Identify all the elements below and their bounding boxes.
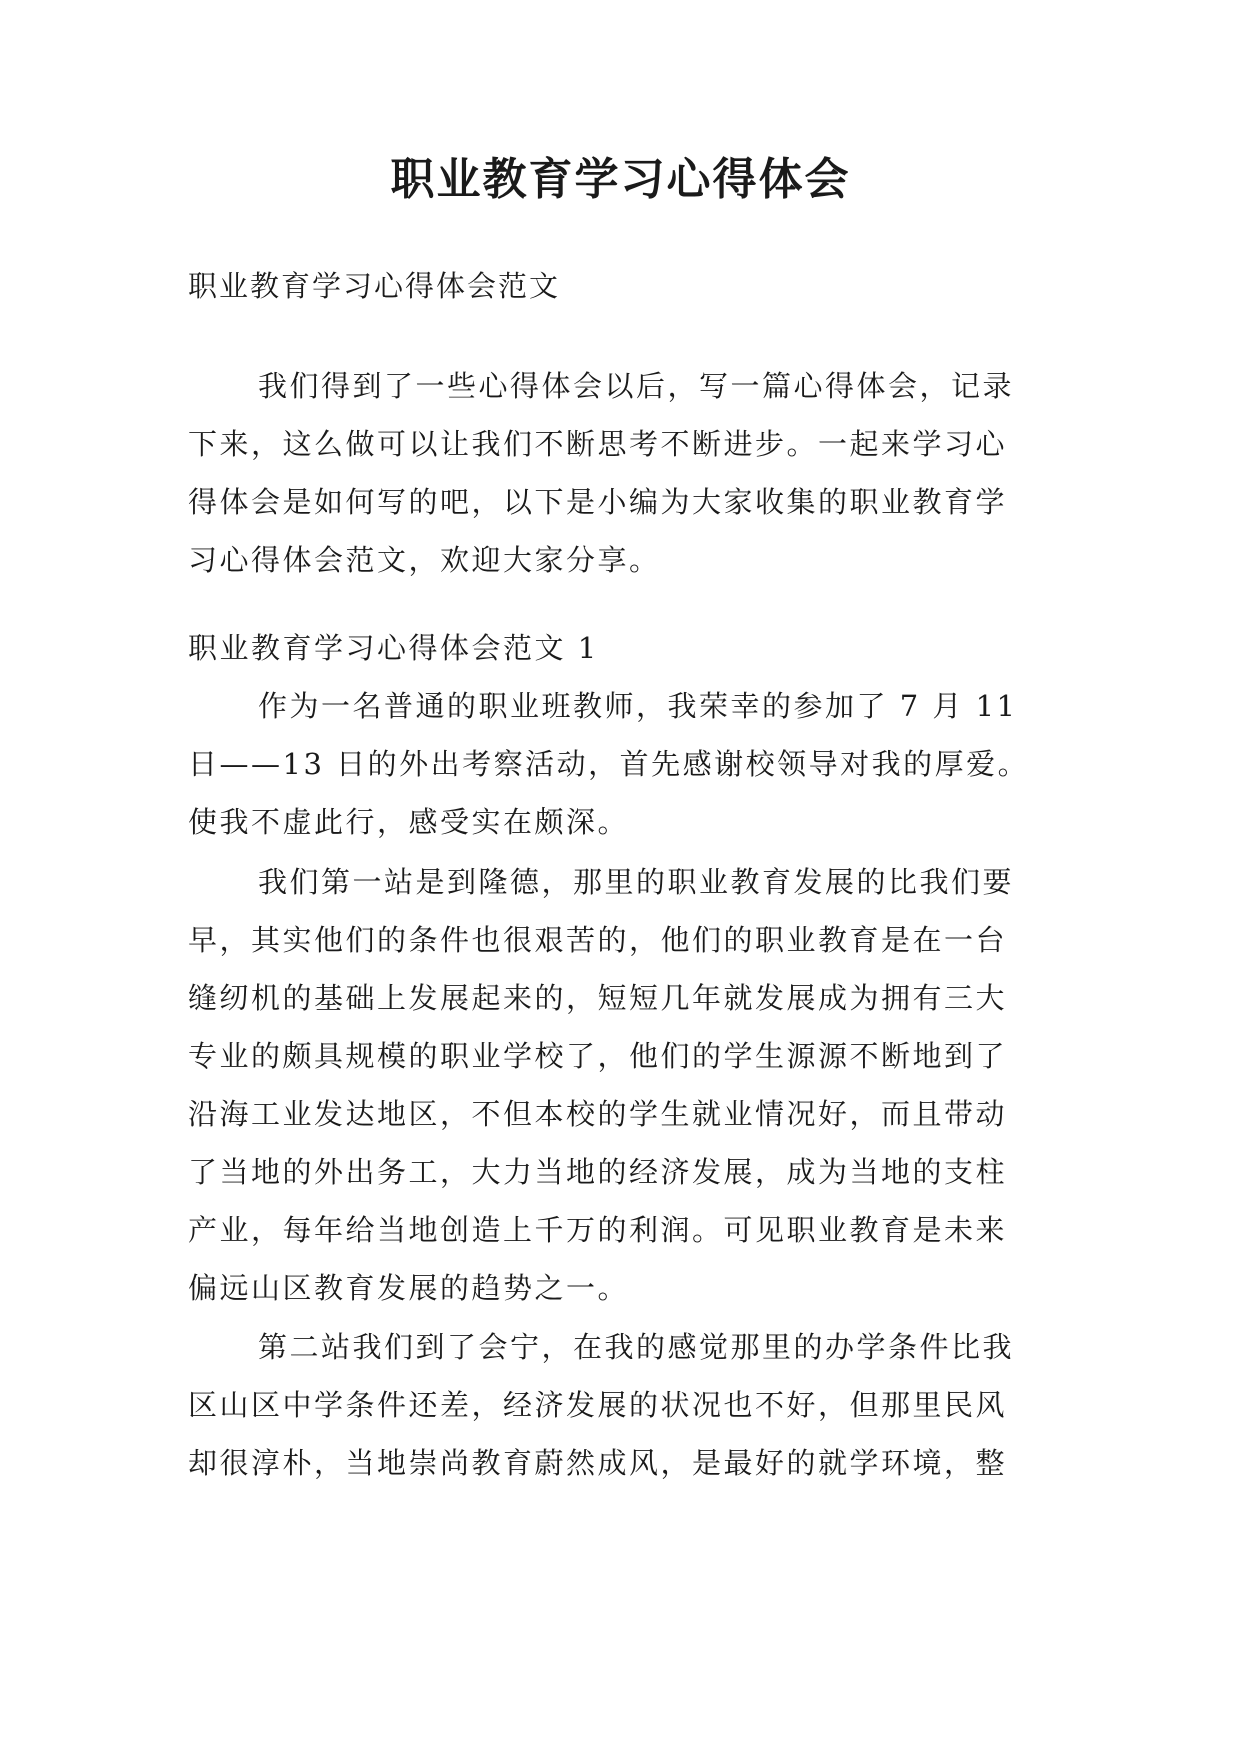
paragraph-line: 产业，每年给当地创造上千万的利润。可见职业教育是未来 [188, 1213, 1008, 1247]
section-heading-text: 职业教育学习心得体会范文 1 [188, 631, 599, 665]
paragraph-1 [188, 677, 1048, 851]
paragraph-line: 了当地的外出务工，大力当地的经济发展，成为当地的支柱 [188, 1155, 1008, 1189]
intro-line: 习心得体会范文，欢迎大家分享。 [188, 543, 661, 577]
paragraph-3 [188, 1318, 1048, 1492]
intro-line: 得体会是如何写的吧，以下是小编为大家收集的职业教育学 [188, 485, 1008, 519]
paragraph-line: 却很淳朴，当地崇尚教育蔚然成风，是最好的就学环境，整 [188, 1446, 1008, 1480]
section-heading [188, 619, 1048, 677]
intro-line: 下来，这么做可以让我们不断思考不断进步。一起来学习心 [188, 427, 1008, 461]
paragraph-line: 使我不虚此行，感受实在颇深。 [188, 805, 630, 839]
paragraph-2 [188, 853, 1048, 1317]
document-title: 职业教育学习心得体会 [390, 154, 851, 205]
paragraph-line: 沿海工业发达地区，不但本校的学生就业情况好，而且带动 [188, 1097, 1008, 1131]
paragraph-line: 缝纫机的基础上发展起来的，短短几年就发展成为拥有三大 [188, 981, 1008, 1015]
paragraph-line: 区山区中学条件还差，经济发展的状况也不好，但那里民风 [188, 1388, 1008, 1422]
paragraph-line: 专业的颇具规模的职业学校了，他们的学生源源不断地到了 [188, 1039, 1008, 1073]
intro-line: 我们得到了一些心得体会以后，写一篇心得体会，记录 [258, 369, 1015, 403]
paragraph-line: 日——13 日的外出考察活动，首先感谢校领导对我的厚爱。 [188, 747, 1030, 781]
intro-paragraph [188, 357, 1048, 589]
paragraph-line: 早，其实他们的条件也很艰苦的，他们的职业教育是在一台 [188, 923, 1008, 957]
paragraph-line: 我们第一站是到隆德，那里的职业教育发展的比我们要 [258, 865, 1015, 899]
document-subtitle: 职业教育学习心得体会范文 [188, 269, 561, 303]
paragraph-line: 作为一名普通的职业班教师，我荣幸的参加了 7 月 11 [258, 689, 1018, 723]
paragraph-line: 偏远山区教育发展的趋势之一。 [188, 1271, 630, 1305]
paragraph-line: 第二站我们到了会宁，在我的感觉那里的办学条件比我 [258, 1330, 1015, 1364]
